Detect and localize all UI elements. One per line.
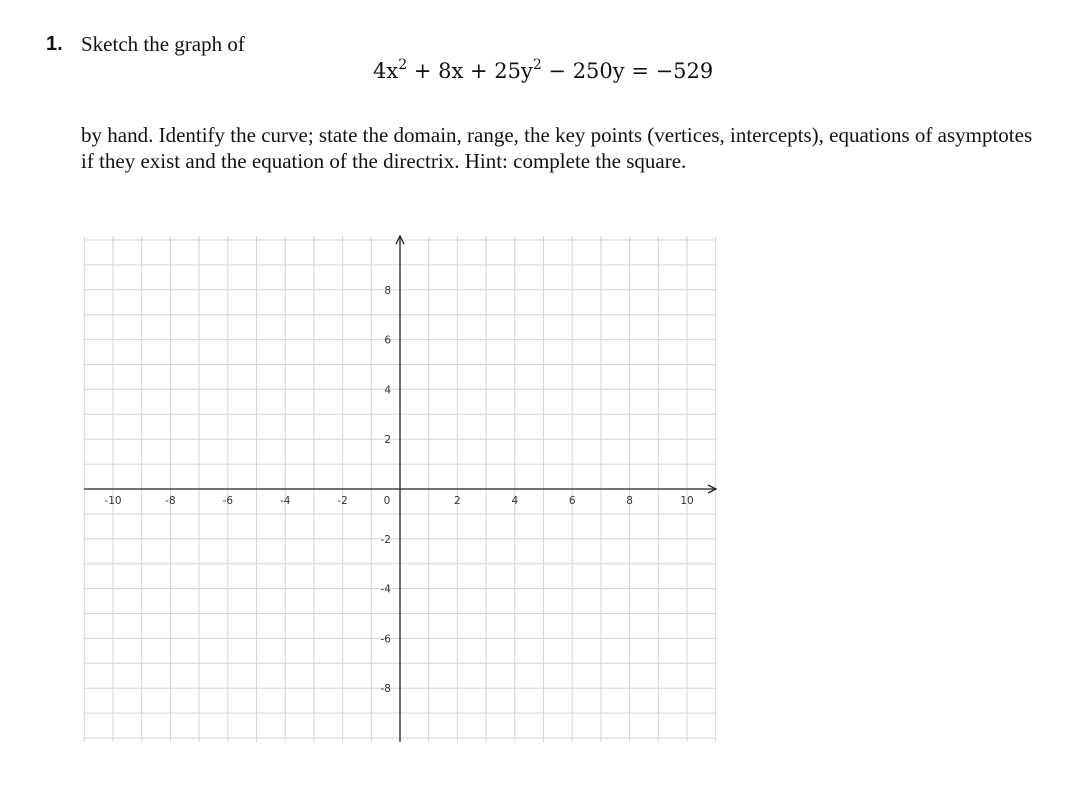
y-tick-label: 4 — [384, 384, 391, 397]
equation-term-2: + 8x + 25y — [407, 59, 533, 83]
y-tick-label: 2 — [384, 434, 391, 447]
question-instructions: by hand. Identify the curve; state the domain, range, the key points (vertices, intercepts), equations of asymptotes if they exist and the equation of the directrix. Hint: complete the square. — [81, 123, 1033, 173]
y-tick-label: -2 — [380, 533, 391, 546]
tick-labels — [104, 285, 693, 695]
x-tick-label: -10 — [104, 495, 122, 507]
y-tick-label: 6 — [384, 334, 391, 347]
x-tick-label: 2 — [454, 495, 461, 507]
y-tick-label: 8 — [384, 284, 391, 297]
question-lead-text: Sketch the graph of — [81, 32, 245, 56]
equation-term-3: − 250y = −529 — [541, 59, 714, 83]
y-tick-label: -4 — [380, 583, 391, 596]
equation-exponent-2: 2 — [532, 57, 542, 73]
x-tick-label: -4 — [279, 495, 291, 507]
x-tick-label: 6 — [568, 495, 576, 507]
question-number: 1. — [46, 33, 63, 55]
x-tick-label: -6 — [222, 495, 234, 507]
axes — [84, 236, 716, 742]
x-tick-label: 4 — [511, 495, 519, 507]
x-tick-label: 8 — [626, 495, 633, 507]
equation-exponent-1: 2 — [398, 57, 408, 73]
equation-term-1: 4x — [373, 59, 399, 83]
x-tick-label: 10 — [680, 495, 694, 507]
y-tick-label: -6 — [380, 633, 391, 646]
y-tick-label: -8 — [380, 683, 391, 696]
x-tick-label: -8 — [165, 495, 176, 507]
x-tick-label: -2 — [337, 495, 348, 507]
origin-label: 0 — [383, 495, 391, 507]
